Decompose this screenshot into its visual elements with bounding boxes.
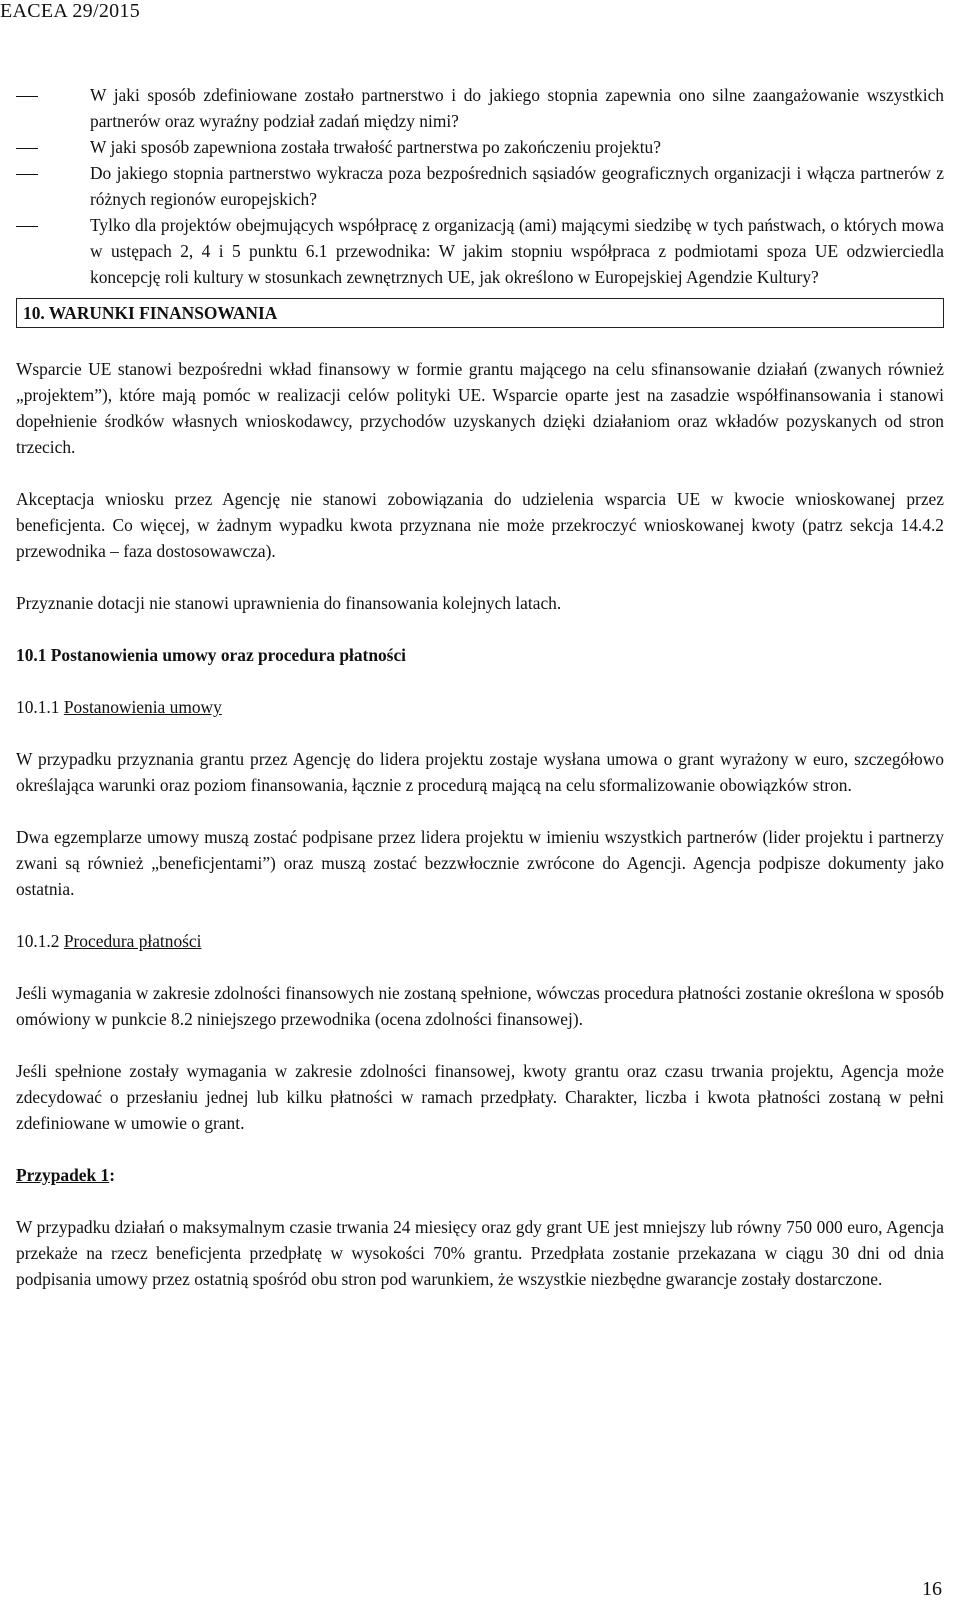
dash-bullet-icon xyxy=(16,96,38,97)
dash-bullet-icon xyxy=(16,174,38,175)
page-number: 16 xyxy=(922,1578,942,1600)
dash-bullet-icon xyxy=(16,226,38,227)
section-heading-box xyxy=(16,298,944,328)
section-title: WARUNKI FINANSOWANIA xyxy=(48,303,278,323)
paragraph: Dwa egzemplarze umowy muszą zostać podpisane przez lidera projektu w imieniu wszystkich partnerów (lider projektu i partnerzy zwani są również „beneficjentami”) oraz muszą zostać bezzwłocznie zwrócone do Agencji. Agencja podpisze dokumenty jako ostatnia. xyxy=(16,827,944,899)
evaluation-questions-list xyxy=(16,82,944,290)
paragraph: W przypadku działań o maksymalnym czasie trwania 24 miesięcy oraz gdy grant UE jest mniejszy lub równy 750 000 euro, Agencja przekaże na rzecz beneficjenta przedpłatę w wysokości 70% grantu. Przedpłata zostanie przekazana w ciągu 30 dni od dnia podpisania umowy przez ostatnią spośród obu stron pod warunkiem, że wszystkie niezbędne gwarancje zostały dostarczone. xyxy=(16,1217,944,1289)
subsection-heading-10-1: 10.1 Postanowienia umowy oraz procedura płatności xyxy=(16,645,406,665)
paragraph: Akceptacja wniosku przez Agencję nie stanowi zobowiązania do udzielenia wsparcia UE w kwocie wnioskowanej przez beneficjenta. Co więcej, w żadnym wypadku kwota przyznana nie może przekroczyć wnioskowanej kwoty (patrz sekcja 14.4.2 przewodnika – faza dostosowawcza). xyxy=(16,489,944,561)
subsection-heading-10-1-1: 10.1.1 Postanowienia umowy xyxy=(16,697,222,717)
list-item: W jaki sposób zdefiniowane zostało partnerstwo i do jakiego stopnia zapewnia ono silne zaangażowanie wszystkich partnerów oraz wyraźny podział zadań między nimi? xyxy=(16,82,944,134)
dash-bullet-icon xyxy=(16,148,38,149)
section-number: 10. xyxy=(23,303,45,323)
subsection-heading-10-1-2: 10.1.2 Procedura płatności xyxy=(16,931,202,951)
list-item: Tylko dla projektów obejmujących współpracę z organizacją (ami) mającymi siedzibę w tych państwach, o których mowa w ustępach 2, 4 i 5 punktu 6.1 przewodnika: W jakim stopniu współpraca z podmiotami spoza UE odzwierciedla koncepcję roli kultury w stosunkach zewnętrznych UE, jak określono w Europejskiej Agendzie Kultury? xyxy=(16,212,944,290)
paragraph: Jeśli wymagania w zakresie zdolności finansowych nie zostaną spełnione, wówczas procedura płatności zostanie określona w sposób omówiony w punkcie 8.2 niniejszego przewodnika (ocena zdolności finansowej). xyxy=(16,983,944,1029)
paragraph: Przyznanie dotacji nie stanowi uprawnienia do finansowania kolejnych latach. xyxy=(16,593,562,613)
document-header: EACEA 29/2015 xyxy=(0,0,141,22)
paragraph: Jeśli spełnione zostały wymagania w zakresie zdolności finansowej, kwoty grantu oraz czasu trwania projektu, Agencja może zdecydować o przesłaniu jednej lub kilku płatności w ramach przedpłaty. Charakter, liczba i kwota płatności zostaną w pełni zdefiniowane w umowie o grant. xyxy=(16,1061,944,1133)
paragraph: Wsparcie UE stanowi bezpośredni wkład finansowy w formie grantu mającego na celu sfinansowanie działań (zwanych również „projektem”), które mają pomóc w realizacji celów polityki UE. Wsparcie oparte jest na zasadzie współfinansowania i stanowi dopełnienie środków własnych wnioskodawcy, przychodów uzyskanych dzięki działaniom oraz wkładów pozyskanych od stron trzecich. xyxy=(16,359,944,457)
list-item: Do jakiego stopnia partnerstwo wykracza poza bezpośrednich sąsiadów geograficznych organizacji i włącza partnerów z różnych regionów europejskich? xyxy=(16,160,944,212)
paragraph: W przypadku przyznania grantu przez Agencję do lidera projektu zostaje wysłana umowa o grant wyrażony w euro, szczegółowo określająca warunki oraz poziom finansowania, łącznie z procedurą mającą na celu sformalizowanie obowiązków stron. xyxy=(16,749,944,795)
case-heading: Przypadek 1: xyxy=(16,1165,116,1185)
document-body xyxy=(16,82,944,1292)
list-item: W jaki sposób zapewniona została trwałość partnerstwa po zakończeniu projektu? xyxy=(16,134,944,160)
